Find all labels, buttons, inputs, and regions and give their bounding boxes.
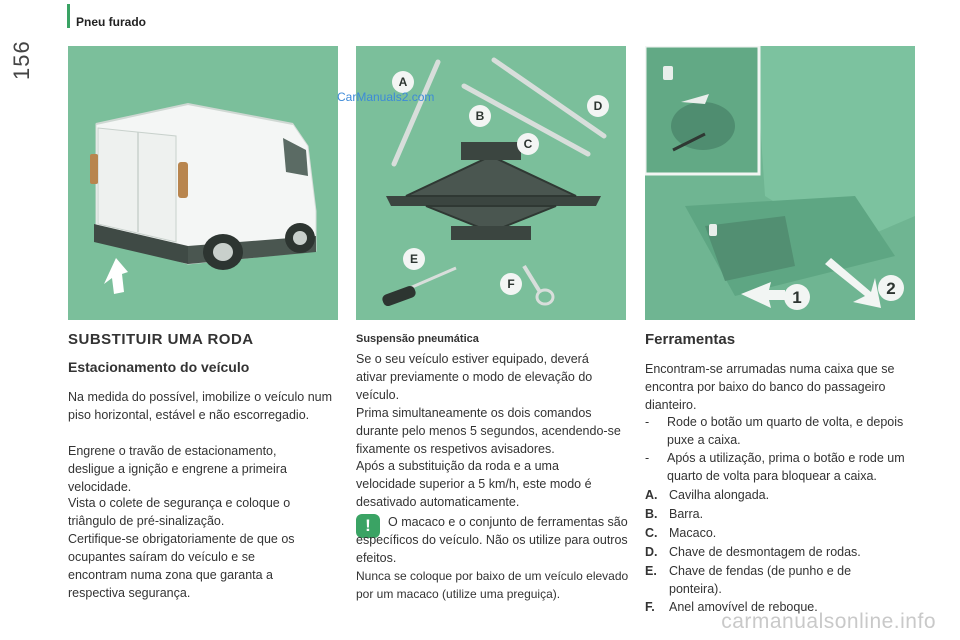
tool-letter-b: B: [475, 109, 485, 123]
suspension-label: Suspensão pneumática: [356, 333, 479, 345]
middle-paragraph-3: Após a substituição da roda e a uma velocidade superior a 5 km/h, este modo é desativado automaticamente.: [356, 459, 592, 509]
left-paragraph-3: Vista o colete de segurança e coloque o triângulo de pré-sinalização.: [68, 496, 291, 528]
tools-illustration: [356, 46, 626, 320]
tool-list-item: [645, 562, 915, 598]
tool-text: Chave de fendas (de punho e de ponteira).: [669, 564, 852, 596]
tool-list-item: [645, 486, 769, 504]
tool-list-item: [645, 524, 716, 542]
tool-letter-c: C: [523, 137, 533, 151]
van-illustration: [68, 46, 338, 320]
tool-text: Cavilha alongada.: [669, 488, 770, 502]
step-item: - Rode o botão um quarto de volta, e depois puxe a caixa.: [645, 413, 920, 449]
header-accent-bar: [67, 4, 70, 28]
tool-letter-a: A: [398, 75, 408, 89]
step-number-2: 2: [886, 279, 896, 298]
tool-letter-f: F: [507, 277, 515, 291]
step-text-1: Rode o botão um quarto de volta, e depois puxe a caixa.: [667, 415, 904, 447]
toolbox-illustration: [645, 46, 915, 320]
tool-letter: D.: [645, 545, 658, 559]
left-paragraph-4: Certifique-se obrigatoriamente de que os ocupantes saíram do veículo e se encontram numa zona que garanta a respectiva segurança.: [68, 532, 295, 600]
tool-letter: E.: [645, 564, 657, 578]
step-text-2: Após a utilização, prima o botão e rode um quarto de volta para bloquear a caixa.: [667, 451, 905, 483]
middle-paragraph-1: Se o seu veículo estiver equipado, deverá ativar previamente o modo de elevação do veículo.: [356, 352, 593, 402]
page-number: 156: [9, 40, 34, 80]
tool-text: Macaco.: [669, 526, 717, 540]
tool-letter: B.: [645, 507, 658, 521]
section-title: Pneu furado: [76, 15, 147, 29]
step-number-1: 1: [792, 288, 802, 307]
tool-letter-d: D: [593, 99, 603, 113]
warning-icon: !: [356, 514, 380, 538]
warning-text: O macaco e o conjunto de ferramentas são específicos do veículo. Não os utilize para outros efeitos.: [356, 515, 628, 565]
tool-letter: A.: [645, 488, 658, 502]
tool-text: Anel amovível de reboque.: [669, 600, 818, 614]
left-paragraph-1: Na medida do possível, imobilize o veículo num piso horizontal, estável e não escorregadio.: [68, 390, 333, 422]
tool-list-item: [645, 505, 703, 523]
sub-heading: Estacionamento do veículo: [68, 359, 250, 375]
tool-text: Chave de desmontagem de rodas.: [669, 545, 861, 559]
footer-watermark: carmanualsonline.info: [721, 610, 936, 633]
tool-letter: F.: [645, 600, 655, 614]
main-heading: SUBSTITUIR UMA RODA: [68, 331, 254, 348]
tool-letter-e: E: [409, 252, 419, 266]
tool-letter: C.: [645, 526, 658, 540]
tool-text: Barra.: [669, 507, 704, 521]
site-watermark: CarManuals2.com: [337, 90, 435, 104]
middle-final-text: Nunca se coloque por baixo de um veículo elevado por um macaco (utilize uma preguiça).: [356, 569, 629, 601]
step-item: - Após a utilização, prima o botão e rode um quarto de volta para bloquear a caixa.: [645, 449, 920, 485]
middle-paragraph-2: Prima simultaneamente os dois comandos durante pelo menos 5 segundos, acendendo-se fixamente os respetivos avisadores.: [356, 406, 621, 456]
tool-list-item: [645, 543, 861, 561]
tools-intro: Encontram-se arrumadas numa caixa que se encontra por baixo do banco do passageiro dianteiro.: [645, 362, 895, 412]
tools-heading: Ferramentas: [645, 331, 736, 348]
left-paragraph-2: Engrene o travão de estacionamento, desligue a ignição e engrene a primeira velocidade.: [68, 444, 287, 494]
